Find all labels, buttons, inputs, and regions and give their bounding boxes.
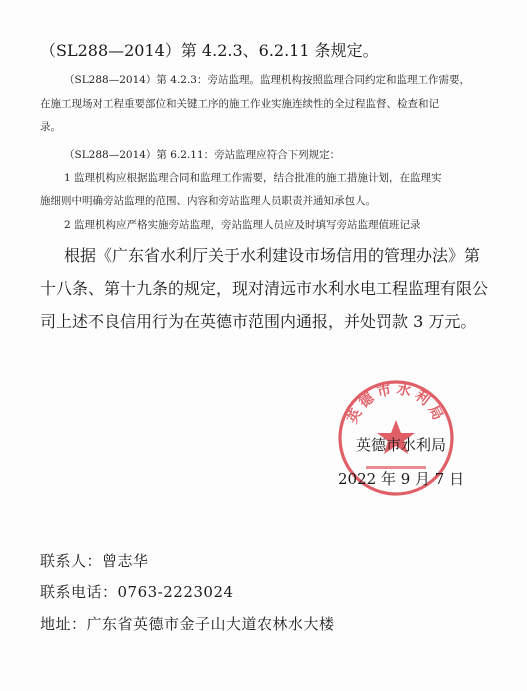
contact-person: 联系人：曾志华 — [40, 552, 149, 570]
clause-line: 施细则中明确旁站监理的范围、内容和旁站监理人员职责并通知承包人。 — [40, 195, 376, 207]
paragraph-line: 根据《广东省水利厅关于水利建设市场信用的管理办法》第 — [64, 246, 481, 265]
svg-text:英德市水利局: 英德市水利局 — [344, 381, 448, 427]
issuing-organization: 英德市水利局 — [356, 436, 447, 454]
clause-line: （SL288—2014）第 6.2.11：旁站监理应符合下列规定： — [64, 149, 341, 161]
clause-line: 2 监理机构应严格实施旁站监理，旁站监理人员应及时填写旁站监理值班记录 — [64, 219, 421, 231]
paragraph-line: 司上述不良信用行为在英德市范围内通报，并处罚款 3 万元。 — [40, 312, 477, 331]
issue-date: 2022 年 9 月 7 日 — [338, 470, 465, 488]
paragraph-line: 十八条、第十九条的规定，现对清远市水利水电工程监理有限公 — [40, 279, 489, 298]
clause-line: （SL288—2014）第 4.2.3：旁站监理。监理机构按照监理合同约定和监理工作需要， — [64, 74, 470, 86]
contact-address: 地址：广东省英德市金子山大道农林水大楼 — [40, 615, 335, 633]
clause-line: 在施工现场对工程重要部位和关键工序的施工作业实施连续性的全过程监督、检查和记 — [40, 98, 439, 110]
paragraph-line: （SL288—2014）第 4.2.3、6.2.11 条规定。 — [40, 41, 379, 60]
contact-phone: 联系电话：0763-2223024 — [40, 583, 234, 601]
clause-line: 录。 — [40, 121, 61, 133]
clause-line: 1 监理机构应根据监理合同和监理工作需要，结合批准的施工措施计划，在监理实 — [64, 172, 442, 184]
